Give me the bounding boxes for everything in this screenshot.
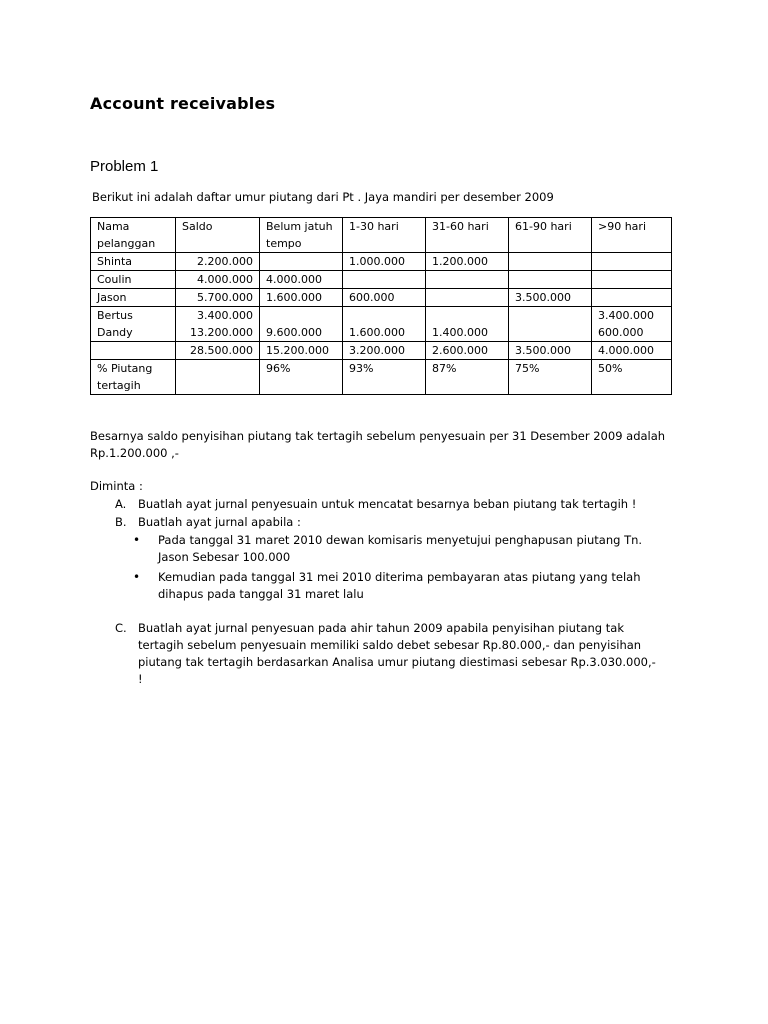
table-cell <box>592 271 672 289</box>
table-cell <box>426 271 509 289</box>
table-header-cell: 1-30 hari <box>343 218 426 253</box>
table-cell: 600.000 <box>343 289 426 307</box>
table-cell <box>343 271 426 289</box>
intro-text: Berikut ini adalah daftar umur piutang dari Pt . Jaya mandiri per desember 2009 <box>92 190 554 204</box>
task-c-marker: C. <box>115 621 127 635</box>
table-header-row <box>91 218 672 253</box>
table-cell: 3.200.000 <box>343 342 426 360</box>
table-header-cell: Saldo <box>176 218 260 253</box>
table-cell <box>509 307 592 342</box>
table-cell: 50% <box>592 360 672 395</box>
document-title: Account receivables <box>90 94 276 113</box>
table-cell: 3.400.000 600.000 <box>592 307 672 342</box>
table-cell: 2.200.000 <box>176 253 260 271</box>
allowance-paragraph: Besarnya saldo penyisihan piutang tak tertagih sebelum penyesuain per 31 Desember 2009 adalah Rp.1.200.000 ,- <box>90 429 666 460</box>
table-cell <box>509 271 592 289</box>
table-header-cell: Nama pelanggan <box>91 218 176 253</box>
table-cell: 4.000.000 <box>592 342 672 360</box>
table-cell: Bertus Dandy <box>91 307 176 342</box>
table-cell <box>176 360 260 395</box>
task-b-bullet-1-text: Pada tanggal 31 maret 2010 dewan komisaris menyetujui penghapusan piutang Tn. Jason Sebesar 100.000 <box>158 533 643 564</box>
table-cell: 3.500.000 <box>509 289 592 307</box>
task-c-text: Buatlah ayat jurnal penyesuan pada ahir tahun 2009 apabila penyisihan piutang tak tertagih sebelum penyesuain memiliki saldo debet sebesar Rp.80.000,- dan penyisihan piutang tak tertagih berdasarkan Analisa umur piutang diestimasi sebesar Rp.3.030.000,- ! <box>138 621 656 686</box>
task-a-text: Buatlah ayat jurnal penyesuain untuk mencatat besarnya beban piutang tak tertagih ! <box>138 497 637 511</box>
table-cell: 75% <box>509 360 592 395</box>
bullet-icon: • <box>133 533 141 547</box>
table-row <box>91 307 672 342</box>
table-cell: 28.500.000 <box>176 342 260 360</box>
table-cell: 87% <box>426 360 509 395</box>
table-header-cell: Belum jatuh tempo <box>260 218 343 253</box>
table-header-cell: 31-60 hari <box>426 218 509 253</box>
aging-table <box>90 217 672 395</box>
task-a-marker: A. <box>115 497 127 511</box>
table-cell <box>592 289 672 307</box>
table-row <box>91 342 672 360</box>
table-cell: 1.400.000 <box>426 307 509 342</box>
table-cell: 3.400.000 13.200.000 <box>176 307 260 342</box>
diminta-label: Diminta : <box>90 479 143 493</box>
table-row <box>91 360 672 395</box>
table-cell: Shinta <box>91 253 176 271</box>
task-b-bullet-2-text: Kemudian pada tanggal 31 mei 2010 diterima pembayaran atas piutang yang telah dihapus pada tanggal 31 maret lalu <box>158 570 641 601</box>
task-b-text: Buatlah ayat jurnal apabila : <box>138 515 301 529</box>
table-cell: % Piutang tertagih <box>91 360 176 395</box>
table-cell <box>426 289 509 307</box>
table-header-cell: 61-90 hari <box>509 218 592 253</box>
table-cell: Coulin <box>91 271 176 289</box>
task-b-marker: B. <box>115 515 127 529</box>
table-cell: 5.700.000 <box>176 289 260 307</box>
table-cell: 93% <box>343 360 426 395</box>
table-row <box>91 271 672 289</box>
table-cell: 4.000.000 <box>260 271 343 289</box>
aging-table-body <box>91 218 672 395</box>
bullet-icon: • <box>133 570 141 584</box>
table-cell <box>509 253 592 271</box>
table-header-cell: >90 hari <box>592 218 672 253</box>
table-cell <box>592 253 672 271</box>
problem-heading: Problem 1 <box>90 158 159 175</box>
table-cell: 1.600.000 <box>343 307 426 342</box>
table-cell: 96% <box>260 360 343 395</box>
table-row <box>91 289 672 307</box>
table-cell: 1.600.000 <box>260 289 343 307</box>
table-cell <box>91 342 176 360</box>
table-cell: 3.500.000 <box>509 342 592 360</box>
table-cell: 1.000.000 <box>343 253 426 271</box>
table-cell <box>260 253 343 271</box>
table-row <box>91 253 672 271</box>
table-cell: Jason <box>91 289 176 307</box>
table-cell: 9.600.000 <box>260 307 343 342</box>
table-cell: 2.600.000 <box>426 342 509 360</box>
table-cell: 1.200.000 <box>426 253 509 271</box>
table-cell: 15.200.000 <box>260 342 343 360</box>
table-cell: 4.000.000 <box>176 271 260 289</box>
